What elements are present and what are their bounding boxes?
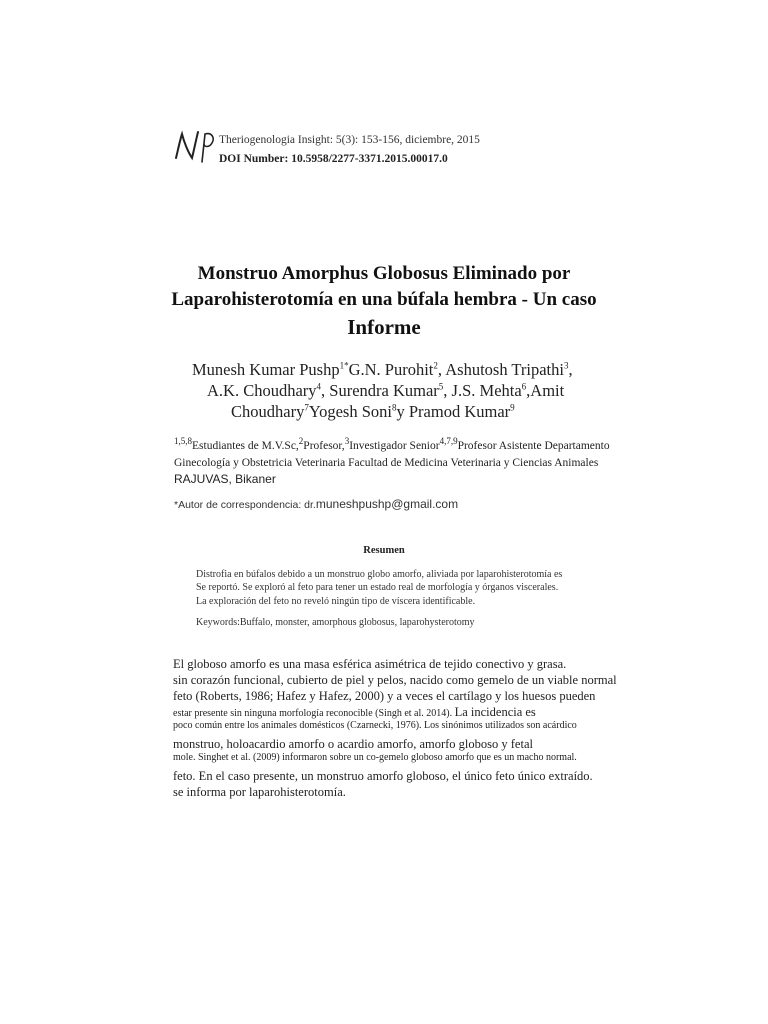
body-line-3: feto (Roberts, 1986; Hafez y Hafez, 2000) y a veces el cartílago y los huesos pueden — [173, 689, 596, 703]
keywords: Keywords:Buffalo, monster, amorphous globosus, laparohysterotomy — [196, 617, 475, 628]
authors-line-1: Munesh Kumar Pushp$^{1*}$G.N. Purohit$^2$, Ashutosh Tripathi$^3$, — [192, 360, 573, 379]
body-line-5: poco común entre los animales domésticos (Czarnecki, 1976). Los sinónimos utilizados son acárdico — [173, 720, 577, 731]
body-line-1: El globoso amorfo es una masa esférica asimétrica de tejido conectivo y grasa. — [173, 657, 567, 671]
body-line-9: se informa por laparohisterotomía. — [173, 785, 346, 799]
body-line-8: feto. En el caso presente, un monstruo amorfo globoso, el único feto único extraído. — [173, 769, 593, 783]
body-line-2: sin corazón funcional, cubierto de piel y pelos, nacido como gemelo de un viable normal — [173, 673, 617, 687]
body-line-7: mole. Singhet et al. (2009) informaron sobre un co-gemelo globoso amorfo que es un macho normal. — [173, 752, 577, 763]
correspondence-email: muneshpushp@gmail.com — [315, 497, 459, 511]
affiliation-line-2: Ginecología y Obstetricia Veterinaria Facultad de Medicina Veterinaria y Ciencias Animales — [174, 457, 599, 469]
journal-citation: Theriogenologia Insight: 5(3): 153-156, diciembre, 2015 — [219, 134, 480, 146]
affiliation-line-1: $^{1,5,8}$Estudiantes de M.V.Sc,$^2$Profesor,$^3$Investigador Senior$^{4,7,9}$Profesor Asistente Departamento — [174, 436, 610, 452]
authors-line-3: Choudhary$^7$Yogesh Soni$^8$y Pramod Kumar$^9$ — [231, 402, 515, 421]
abstract-line-1: Distrofia en búfalos debido a un monstruo globo amorfo, aliviada por laparohisterotomía es — [196, 569, 563, 580]
title-line-3: Informe — [347, 315, 421, 339]
correspondence: *Autor de correspondencia: dr.muneshpushp@gmail.com — [174, 497, 459, 511]
abstract-heading: Resumen — [363, 545, 405, 556]
abstract-line-2: Se reportó. Se exploró al feto para tener un estado real de morfología y órganos viscerales. — [196, 582, 559, 593]
abstract-line-3: La exploración del feto no reveló ningún tipo de víscera identificable. — [196, 596, 476, 607]
doi-number: DOI Number: 10.5958/2277-3371.2015.00017.0 — [219, 153, 448, 165]
body-line-4: estar presente sin ninguna morfología reconocible (Singh et al. 2014). La incidencia es — [173, 705, 536, 719]
authors-line-2: A.K. Choudhary$^4$, Surendra Kumar$^5$, J.S. Mehta$^6$,Amit — [207, 381, 565, 400]
affiliation-line-3: RAJUVAS, Bikaner — [174, 472, 276, 486]
title-line-1: Monstruo Amorphus Globosus Eliminado por — [197, 263, 571, 284]
body-line-6: monstruo, holoacardio amorfo o acardio amorfo, amorfo globoso y fetal — [173, 737, 533, 751]
journal-logo — [172, 128, 216, 164]
title-line-2: Laparohisterotomía en una búfala hembra - Un caso — [171, 289, 597, 310]
